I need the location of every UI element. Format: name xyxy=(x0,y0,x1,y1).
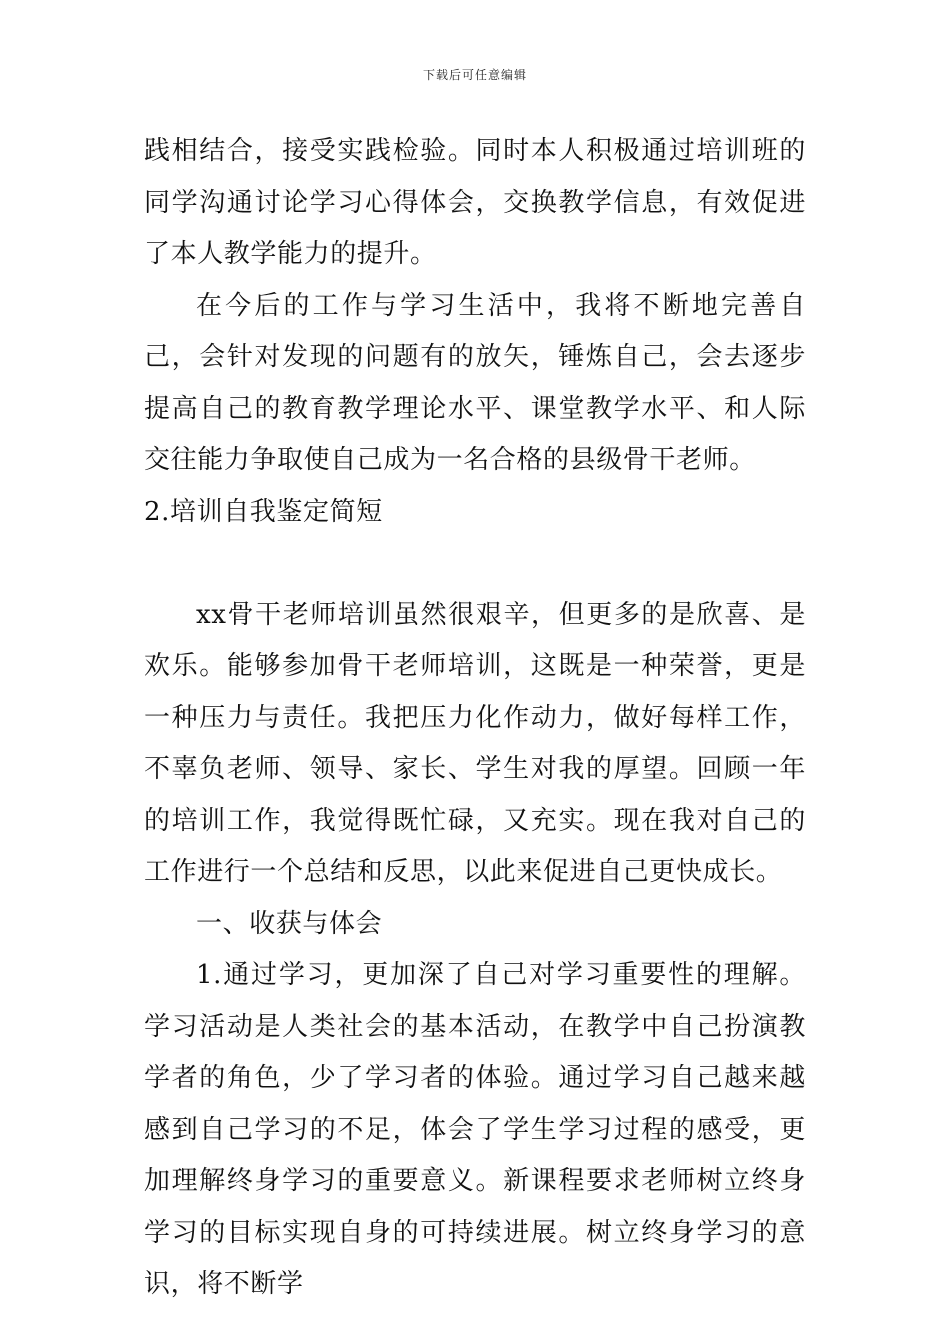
paragraph-learning: 1.通过学习，更加深了自己对学习重要性的理解。学习活动是人类社会的基本活动，在教学中自己扮演教学者的角色，少了学习者的体验。通过学习自己越来越感到自己学习的不足，体会了学生学习过程的感受，更加理解终身学习的重要意义。新课程要求老师树立终身学习的目标实现自身的可持续进展。树立终身学习的意识，将不断学 xyxy=(144,960,806,1299)
paragraph-continuation: 践相结合，接受实践检验。同时本人积极通过培训班的同学沟通讨论学习心得体会，交换教学信息，有效促进了本人教学能力的提升。 xyxy=(144,136,806,269)
paragraph-future-plan: 在今后的工作与学习生活中，我将不断地完善自己，会针对发现的问题有的放矢，锤炼自己，会去逐步提高自己的教育教学理论水平、课堂教学水平、和人际交往能力争取使自己成为一名合格的县级骨干老师。 xyxy=(144,290,806,475)
paragraph-training-intro: xx骨干老师培训虽然很艰辛，但更多的是欣喜、是欢乐。能够参加骨干老师培训，这既是一种荣誉，更是一种压力与责任。我把压力化作动力，做好每样工作，不辜负老师、领导、家长、学生对我的厚望。回顾一年的培训工作，我觉得既忙碌，又充实。现在我对自己的工作进行一个总结和反思，以此来促进自己更快成长。 xyxy=(144,599,806,887)
section-title: 2.培训自我鉴定简短 xyxy=(144,496,383,527)
blank-line xyxy=(144,538,806,590)
subheading-gains: 一、收获与体会 xyxy=(196,908,383,939)
header-note: 下载后可任意编辑 xyxy=(422,68,527,82)
document-body xyxy=(144,126,806,1311)
